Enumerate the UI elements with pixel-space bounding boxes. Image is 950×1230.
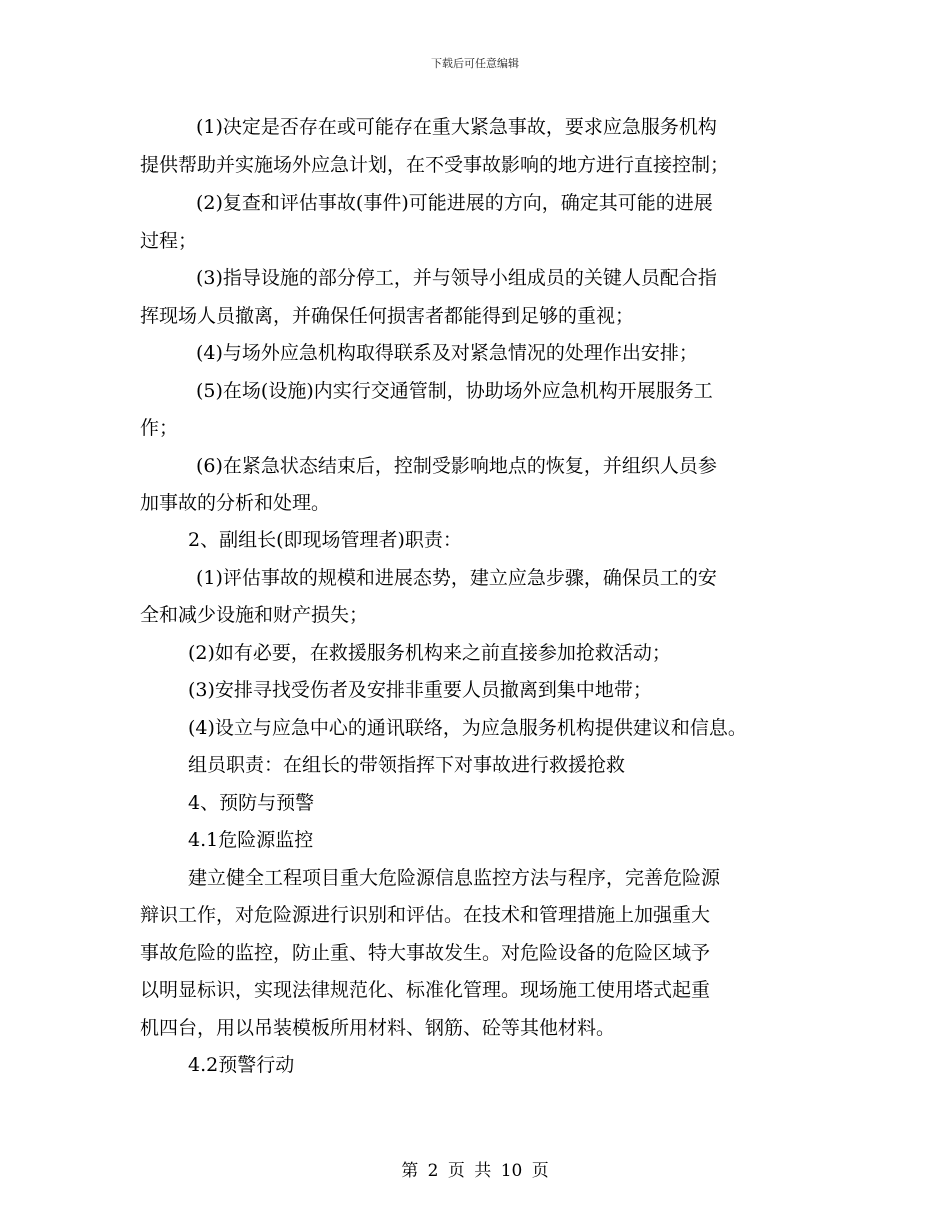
paragraph-line: 全和减少设施和财产损失； [140,604,369,626]
paragraph-line: (2)如有必要，在救援服务机构来之前直接参加抢救活动； [188,642,671,664]
paragraph-line: (4)与场外应急机构取得联系及对紧急情况的处理作出安排； [196,342,698,364]
paragraph-line: 辩识工作，对危险源进行识别和评估。在技术和管理措施上加强重大 [140,904,711,926]
paragraph-line: 事故危险的监控，防止重、特大事故发生。对危险设备的危险区域予 [140,942,711,964]
paragraph-line: (5)在场(设施)内实行交通管制，协助场外应急机构开展服务工 [196,380,713,402]
paragraph-line: (1)评估事故的规模和进展态势，建立应急步骤，确保员工的安 [196,567,717,589]
page-header: 下载后可任意编辑 [431,57,519,70]
paragraph-line: 机四台，用以吊装模板所用材料、钢筋、砼等其他材料。 [140,1017,616,1039]
paragraph-line: (1)决定是否存在或可能存在重大紧急事故，要求应急服务机构 [196,116,717,138]
page-footer: 第 2 页 共 10 页 [401,1161,549,1181]
paragraph-line: 作； [140,417,179,439]
section-heading: 2、副组长(即现场管理者)职责： [188,529,462,551]
paragraph-line: 建立健全工程项目重大危险源信息监控方法与程序，完善危险源 [188,867,721,889]
paragraph-line: 以明显标识，实现法律规范化、标准化管理。现场施工使用塔式起重 [140,979,711,1001]
paragraph-line: (6)在紧急状态结束后，控制受影响地点的恢复，并组织人员参 [196,455,717,477]
section-heading: 4.1危险源监控 [188,829,314,851]
paragraph-line: 挥现场人员撤离，并确保任何损害者都能得到足够的重视； [140,305,635,327]
section-heading: 4.2预警行动 [188,1054,295,1076]
paragraph-line: 加事故的分析和处理。 [140,492,331,514]
paragraph-line: (4)设立与应急中心的通讯联络，为应急服务机构提供建议和信息。 [188,717,747,739]
paragraph-line: 提供帮助并实施场外应急计划，在不受事故影响的地方进行直接控制； [140,154,730,176]
section-heading: 4、预防与预警 [188,792,315,814]
paragraph-line: (3)安排寻找受伤者及安排非重要人员撤离到集中地带； [188,679,652,701]
paragraph-line: (2)复查和评估事故(事件)可能进展的方向，确定其可能的进展 [196,192,713,214]
paragraph-line: (3)指导设施的部分停工，并与领导小组成员的关键人员配合指 [196,267,717,289]
paragraph-line: 组员职责：在组长的带领指挥下对事故进行救援抢救 [188,754,626,776]
paragraph-line: 过程； [140,230,198,252]
